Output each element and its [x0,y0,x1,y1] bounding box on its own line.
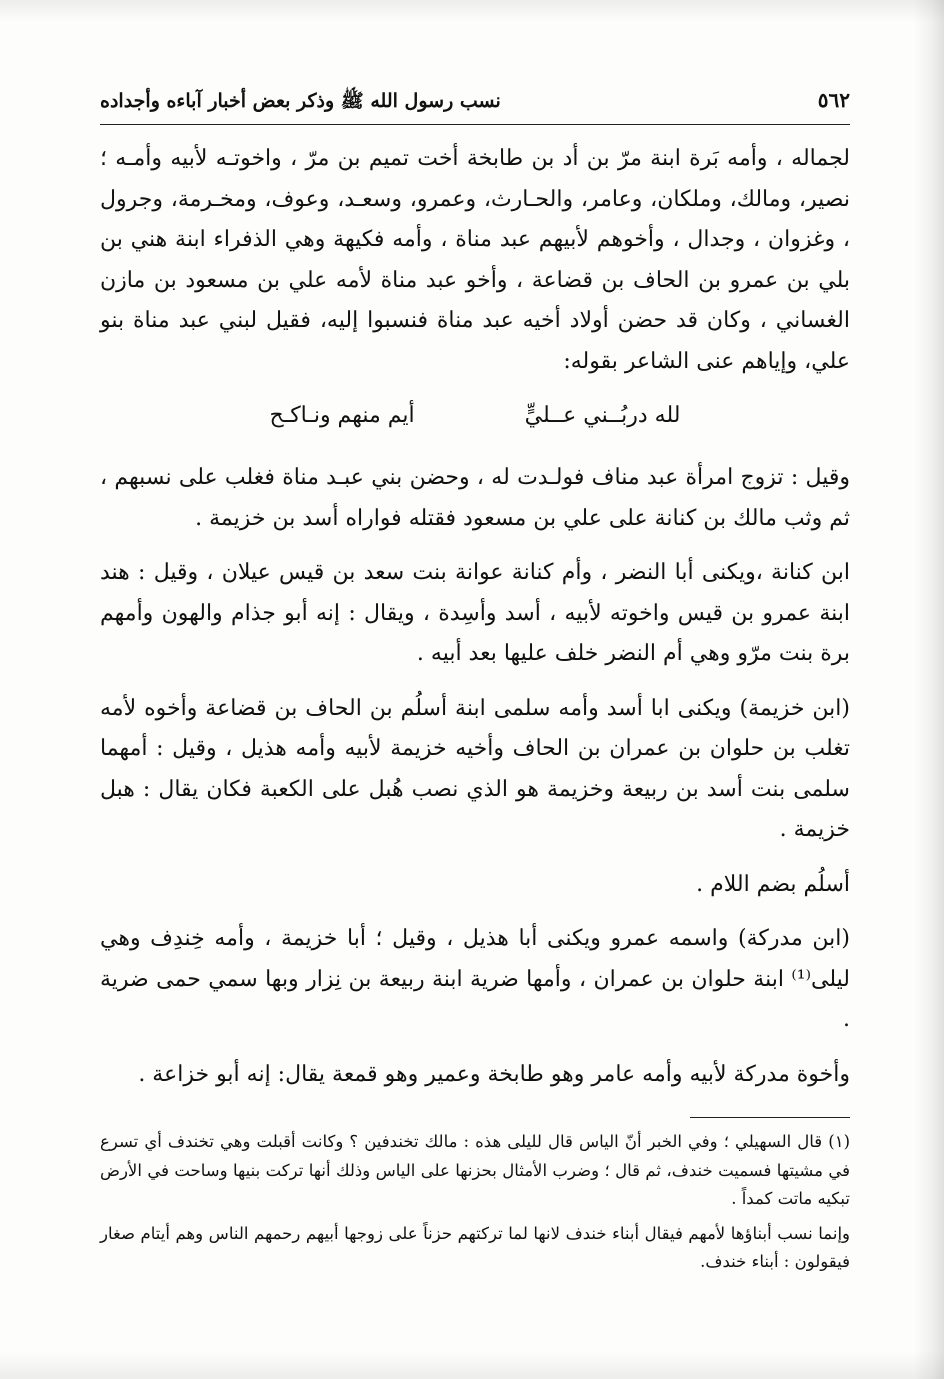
scan-shadow-top [0,0,944,22]
paragraph-7: وأخوة مدركة لأبيه وأمه عامر وهو طابخة وعمير وهو قمعة يقال: إنه أبو خزاعة . [138,1061,850,1087]
scan-shadow-right [914,0,944,1379]
running-header [100,88,850,122]
footnote-separator [690,1117,850,1118]
page-number: ٥٦٢ [817,88,850,112]
book-page [100,88,850,1283]
paragraph-2: وقيل : تزوج امرأة عبد مناف فولـدت له ، وحضن بني عبـد مناة فغلب على نسبهم ، ثم وثب مالك بن كنانة على علي بن مسعود فقتله فواراه أسد بن خزيمة . [100,465,850,531]
paragraph-3: ابن كنانة ،ويكنى أبا النضر ، وأم كنانة عوانة بنت سعد بن قيس عيلان ، وقيل : هند ابنة عمرو بن قيس واخوته لأبيه ، أسد وأسِدة ، ويقال : إنه أبو جذام والهون وأمهم برة بنت مرّو وهي أم النضر خلف عليها بعد أبيه . [100,560,850,666]
paragraph-4: (ابن خزيمة) ويكنى ابا أسد وأمه سلمى ابنة أسلُم بن الحاف بن قضاعة وأخوه لأمه تغلب بن حلوان بن عمران بن الحاف وأخيه خزيمة لأبيه وأمه هذيل ، وقيل : أمهما سلمى بنت أسد بن ربيعة وخزيمة هو الذي نصب هُبل على الكعبة فكان يقال : هبل خزيمة . [100,695,850,842]
footnote-1: (١) قال السهيلي ؛ وفي الخبر أنّ الياس قال لليلى هذه : مالك تخندفين ؟ وكانت أقبلت وهي تخندف أي تسرع في مشيتها فسميت خندف، ثم قال ؛ وضرب الأمثال بحزنها على الياس وذلك أنها تركت بنيها وساحت في الأرض تبكيه ماتت كمداً . [100,1132,850,1208]
running-title: نسب رسول الله ﷺ وذكر بعض أخبار آباءه وأجداده [100,90,501,112]
scan-shadow-bottom [0,1351,944,1379]
paragraph-6: (ابن مدركة) واسمه عمرو ويكنى أبا هذيل ، وقيل ؛ أبا خزيمة ، وأمه خِندِف وهي ليلى⁽¹⁾ ابنة حلوان بن عمران ، وأمها ضرية ابنة ربيعة بن نِزار وبها سمي حمى ضرية . [100,926,850,1032]
header-rule [100,124,850,125]
paragraph-1: لجماله ، وأمه بَرة ابنة مرّ بن أد بن طابخة أخت تميم بن مرّ ، واخوتـه لأبيه وأمـه ؛ نصير، ومالك، وملكان، وعامر، والحـارث، وعمرو، وسعـد، وعوف، ومخـرمة، وجرول ، وغزوان ، وجدال ، وأخوهم لأبيهم عبد مناة ، وأمه فكيهة وهي الذفراء ابنة هني بن بلي بن عمرو بن الحاف بن قضاعة ، وأخو عبد مناة لأمه علي بن مسعود بن مازن الغساني ، وكان قد حضن أولاد أخيه عبد مناة فنسبوا إليه، فقيل لبني عبد مناة بنو علي، وإياهم عنى الشاعر بقوله: [100,146,850,374]
paragraph-5: أسلُم بضم اللام . [696,871,850,897]
verse-second-hemistich: أيم منهم ونـاكـح [269,403,415,428]
footnote-2: وإنما نسب أبناؤها لأمهم فيقال أبناء خندف لانها لما تركتهم حزناً على زوجها أبيهم رحمهم الناس وهم أيتام صغار فيقولون : أبناء خندف. [100,1223,850,1271]
poetry-verse [100,396,850,436]
verse-first-hemistich: لله دربُــني عــليٍّ [524,403,681,428]
